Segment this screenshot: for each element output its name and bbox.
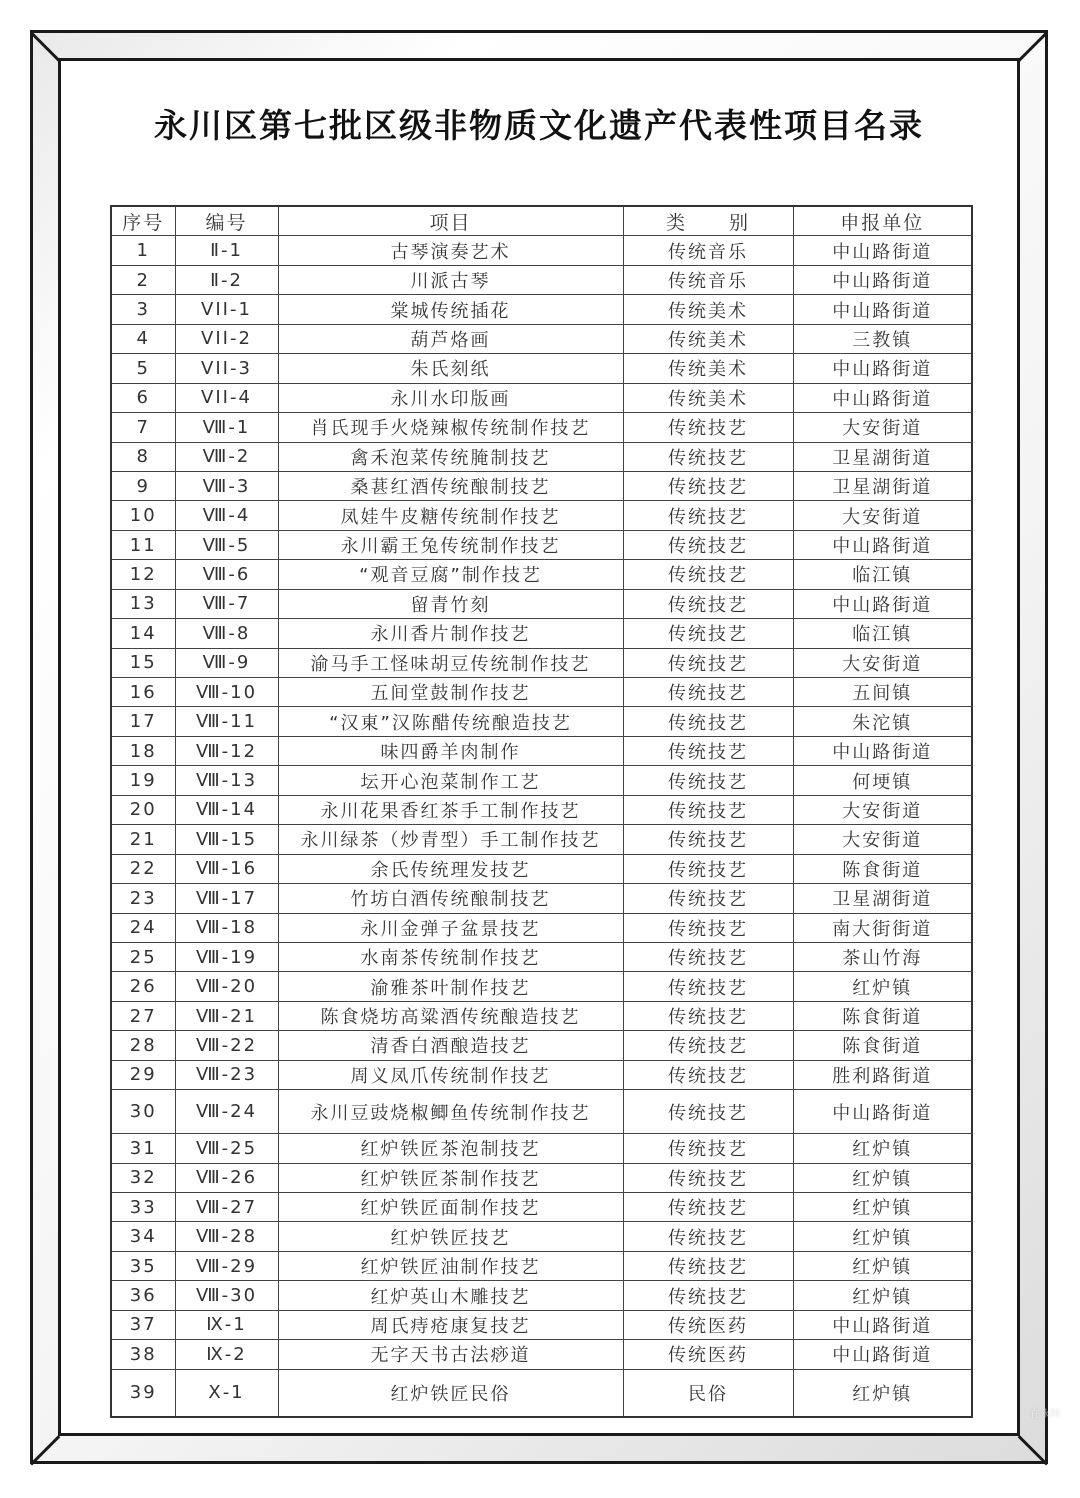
cell-category: 传统美术: [623, 324, 793, 353]
cell-code: VII-2: [175, 324, 278, 353]
cell-serial: 18: [111, 736, 175, 765]
cell-project: 五间堂鼓制作技艺: [278, 678, 623, 707]
header-serial: 序号: [111, 206, 175, 236]
table-row: [111, 354, 972, 383]
cell-applicant: 红炉镇: [793, 972, 972, 1001]
table-row: [111, 648, 972, 677]
table-body: [111, 236, 972, 1417]
cell-applicant: 南大街街道: [793, 913, 972, 942]
cell-serial: 9: [111, 471, 175, 500]
cell-applicant: 五间镇: [793, 678, 972, 707]
cell-serial: 39: [111, 1369, 175, 1417]
cell-serial: 15: [111, 648, 175, 677]
cell-serial: 34: [111, 1222, 175, 1251]
table-row: [111, 1134, 972, 1163]
cell-applicant: 大安街道: [793, 795, 972, 824]
cell-project: 竹坊白酒传统酿制技艺: [278, 884, 623, 913]
header-code: 编号: [175, 206, 278, 236]
table-header-row: [111, 206, 972, 236]
table-row: [111, 265, 972, 294]
cell-serial: 6: [111, 383, 175, 412]
cell-applicant: 大安街道: [793, 501, 972, 530]
cell-applicant: 卫星湖街道: [793, 471, 972, 500]
cell-category: 传统技艺: [623, 736, 793, 765]
cell-code: Ⅷ-11: [175, 707, 278, 736]
cell-applicant: 红炉镇: [793, 1134, 972, 1163]
cell-code: Ⅷ-18: [175, 913, 278, 942]
table-row: [111, 1163, 972, 1192]
cell-category: 传统技艺: [623, 1031, 793, 1060]
cell-code: VII-1: [175, 295, 278, 324]
cell-project: 红炉铁匠民俗: [278, 1369, 623, 1417]
cell-serial: 8: [111, 442, 175, 471]
cell-applicant: 中山路街道: [793, 1340, 972, 1369]
table-row: [111, 501, 972, 530]
cell-category: 传统技艺: [623, 913, 793, 942]
table-row: [111, 1369, 972, 1417]
table-row: [111, 1251, 972, 1280]
cell-code: Ⅷ-29: [175, 1251, 278, 1280]
cell-category: 传统技艺: [623, 884, 793, 913]
cell-serial: 27: [111, 1001, 175, 1030]
cell-project: 味四爵羊肉制作: [278, 736, 623, 765]
cell-applicant: 中山路街道: [793, 736, 972, 765]
header-applicant: 申报单位: [793, 206, 972, 236]
cell-applicant: 红炉镇: [793, 1369, 972, 1417]
cell-category: 传统音乐: [623, 236, 793, 265]
cell-category: 传统技艺: [623, 972, 793, 1001]
cell-applicant: 何埂镇: [793, 766, 972, 795]
cell-code: Ⅷ-5: [175, 530, 278, 559]
cell-applicant: 胜利路街道: [793, 1060, 972, 1089]
cell-code: VII-3: [175, 354, 278, 383]
cell-code: Ⅷ-14: [175, 795, 278, 824]
cell-code: Ⅷ-27: [175, 1193, 278, 1222]
table-row: [111, 589, 972, 618]
cell-category: 传统技艺: [623, 766, 793, 795]
cell-category: 传统技艺: [623, 619, 793, 648]
cell-category: 传统医药: [623, 1310, 793, 1339]
table-row: [111, 678, 972, 707]
table-row: [111, 471, 972, 500]
cell-project: 留青竹刻: [278, 589, 623, 618]
cell-category: 传统美术: [623, 295, 793, 324]
table-row: [111, 1060, 972, 1089]
cell-category: 传统技艺: [623, 413, 793, 442]
cell-project: 永川水印版画: [278, 383, 623, 412]
cell-project: 川派古琴: [278, 265, 623, 294]
cell-applicant: 陈食街道: [793, 1001, 972, 1030]
cell-code: Ⅷ-24: [175, 1090, 278, 1134]
cell-category: 传统技艺: [623, 795, 793, 824]
cell-project: 陈食烧坊高粱酒传统酿造技艺: [278, 1001, 623, 1030]
cell-category: 传统医药: [623, 1340, 793, 1369]
header-category: 类 别: [623, 206, 793, 236]
cell-serial: 12: [111, 560, 175, 589]
table-row: [111, 619, 972, 648]
cell-serial: 1: [111, 236, 175, 265]
cell-applicant: 红炉镇: [793, 1281, 972, 1310]
cell-serial: 30: [111, 1090, 175, 1134]
cell-applicant: 临江镇: [793, 560, 972, 589]
cell-project: “汉東”汉陈醋传统酿造技艺: [278, 707, 623, 736]
cell-code: Ⅷ-7: [175, 589, 278, 618]
cell-applicant: 临江镇: [793, 619, 972, 648]
cell-category: 传统技艺: [623, 589, 793, 618]
table-row: [111, 442, 972, 471]
cell-applicant: 中山路街道: [793, 1310, 972, 1339]
cell-serial: 31: [111, 1134, 175, 1163]
cell-project: 坛开心泡菜制作工艺: [278, 766, 623, 795]
table-row: [111, 1090, 972, 1134]
cell-serial: 17: [111, 707, 175, 736]
cell-code: Ⅱ-2: [175, 265, 278, 294]
cell-project: “观音豆腐”制作技艺: [278, 560, 623, 589]
table-row: [111, 884, 972, 913]
cell-serial: 33: [111, 1193, 175, 1222]
cell-applicant: 中山路街道: [793, 1090, 972, 1134]
table-row: [111, 1222, 972, 1251]
table-row: [111, 413, 972, 442]
cell-project: 永川金弹子盆景技艺: [278, 913, 623, 942]
cell-serial: 20: [111, 795, 175, 824]
cell-serial: 4: [111, 324, 175, 353]
cell-code: Ⅷ-13: [175, 766, 278, 795]
cell-project: 余氏传统理发技艺: [278, 854, 623, 883]
cell-code: Ⅷ-22: [175, 1031, 278, 1060]
cell-applicant: 朱沱镇: [793, 707, 972, 736]
cell-serial: 7: [111, 413, 175, 442]
table-row: [111, 1193, 972, 1222]
cell-project: 葫芦烙画: [278, 324, 623, 353]
cell-code: Ⅷ-10: [175, 678, 278, 707]
table-row: [111, 236, 972, 265]
cell-applicant: 中山路街道: [793, 383, 972, 412]
cell-applicant: 中山路街道: [793, 265, 972, 294]
cell-applicant: 红炉镇: [793, 1163, 972, 1192]
cell-project: 红炉铁匠油制作技艺: [278, 1251, 623, 1280]
cell-project: 红炉铁匠茶泡制技艺: [278, 1134, 623, 1163]
cell-category: 传统技艺: [623, 442, 793, 471]
cell-category: 传统技艺: [623, 1134, 793, 1163]
cell-code: Ⅷ-12: [175, 736, 278, 765]
cell-code: VII-4: [175, 383, 278, 412]
cell-project: 永川绿茶（炒青型）手工制作技艺: [278, 825, 623, 854]
table-row: [111, 795, 972, 824]
cell-serial: 21: [111, 825, 175, 854]
table-row: [111, 1340, 972, 1369]
cell-code: Ⅷ-19: [175, 942, 278, 971]
cell-serial: 29: [111, 1060, 175, 1089]
cell-category: 传统技艺: [623, 471, 793, 500]
cell-code: Ⅱ-1: [175, 236, 278, 265]
cell-applicant: 大安街道: [793, 413, 972, 442]
cell-project: 永川香片制作技艺: [278, 619, 623, 648]
cell-project: 渝马手工怪味胡豆传统制作技艺: [278, 648, 623, 677]
cell-project: 古琴演奏艺术: [278, 236, 623, 265]
cell-applicant: 大安街道: [793, 825, 972, 854]
cell-serial: 11: [111, 530, 175, 559]
table-row: [111, 972, 972, 1001]
cell-code: Ⅸ-1: [175, 1310, 278, 1339]
cell-serial: 25: [111, 942, 175, 971]
cell-project: 水南茶传统制作技艺: [278, 942, 623, 971]
cell-serial: 24: [111, 913, 175, 942]
table-row: [111, 913, 972, 942]
cell-serial: 26: [111, 972, 175, 1001]
cell-category: 传统技艺: [623, 1060, 793, 1089]
cell-code: Ⅹ-1: [175, 1369, 278, 1417]
cell-project: 红炉铁匠面制作技艺: [278, 1193, 623, 1222]
cell-code: Ⅷ-1: [175, 413, 278, 442]
table-row: [111, 1281, 972, 1310]
cell-project: 桑葚红酒传统酿制技艺: [278, 471, 623, 500]
cell-serial: 28: [111, 1031, 175, 1060]
table-row: [111, 1310, 972, 1339]
cell-serial: 14: [111, 619, 175, 648]
cell-project: 永川花果香红茶手工制作技艺: [278, 795, 623, 824]
cell-category: 传统技艺: [623, 707, 793, 736]
cell-project: 无字天书古法痧道: [278, 1340, 623, 1369]
cell-category: 传统技艺: [623, 560, 793, 589]
cell-code: Ⅷ-2: [175, 442, 278, 471]
cell-code: Ⅷ-17: [175, 884, 278, 913]
cell-applicant: 卫星湖街道: [793, 442, 972, 471]
cell-category: 传统技艺: [623, 1090, 793, 1134]
table-row: [111, 736, 972, 765]
cell-code: Ⅸ-2: [175, 1340, 278, 1369]
cell-code: Ⅷ-8: [175, 619, 278, 648]
table-row: [111, 1001, 972, 1030]
cell-code: Ⅷ-30: [175, 1281, 278, 1310]
table-row: [111, 942, 972, 971]
cell-project: 肖氏现手火烧辣椒传统制作技艺: [278, 413, 623, 442]
cell-serial: 10: [111, 501, 175, 530]
cell-category: 传统技艺: [623, 825, 793, 854]
cell-category: 传统技艺: [623, 1222, 793, 1251]
cell-applicant: 陈食街道: [793, 1031, 972, 1060]
cell-serial: 37: [111, 1310, 175, 1339]
cell-serial: 16: [111, 678, 175, 707]
cell-applicant: 红炉镇: [793, 1193, 972, 1222]
heritage-registry-table: [110, 205, 973, 1418]
cell-applicant: 中山路街道: [793, 589, 972, 618]
table-row: [111, 383, 972, 412]
cell-project: 周氏痔疮康复技艺: [278, 1310, 623, 1339]
cell-category: 传统技艺: [623, 1163, 793, 1192]
cell-code: Ⅷ-26: [175, 1163, 278, 1192]
cell-category: 传统技艺: [623, 1001, 793, 1030]
cell-category: 传统技艺: [623, 648, 793, 677]
cell-applicant: 茶山竹海: [793, 942, 972, 971]
cell-applicant: 中山路街道: [793, 236, 972, 265]
cell-project: 凤娃牛皮糖传统制作技艺: [278, 501, 623, 530]
cell-category: 传统技艺: [623, 1251, 793, 1280]
cell-applicant: 三教镇: [793, 324, 972, 353]
cell-category: 传统技艺: [623, 1193, 793, 1222]
cell-serial: 23: [111, 884, 175, 913]
table-row: [111, 854, 972, 883]
cell-project: 朱氏刻纸: [278, 354, 623, 383]
cell-serial: 2: [111, 265, 175, 294]
cell-serial: 13: [111, 589, 175, 618]
cell-code: Ⅷ-6: [175, 560, 278, 589]
cell-code: Ⅷ-9: [175, 648, 278, 677]
table-row: [111, 766, 972, 795]
cell-applicant: 中山路街道: [793, 530, 972, 559]
cell-category: 传统技艺: [623, 501, 793, 530]
cell-project: 禽禾泡菜传统腌制技艺: [278, 442, 623, 471]
table-row: [111, 1031, 972, 1060]
cell-serial: 3: [111, 295, 175, 324]
cell-code: Ⅷ-21: [175, 1001, 278, 1030]
document-title: 永川区第七批区级非物质文化遗产代表性项目名录: [154, 106, 924, 145]
table-row: [111, 825, 972, 854]
cell-code: Ⅷ-16: [175, 854, 278, 883]
cell-serial: 22: [111, 854, 175, 883]
table-row: [111, 560, 972, 589]
cell-project: 红炉铁匠茶制作技艺: [278, 1163, 623, 1192]
cell-category: 传统音乐: [623, 265, 793, 294]
cell-applicant: 中山路街道: [793, 295, 972, 324]
cell-serial: 35: [111, 1251, 175, 1280]
cell-serial: 19: [111, 766, 175, 795]
cell-project: 棠城传统插花: [278, 295, 623, 324]
cell-applicant: 中山路街道: [793, 354, 972, 383]
cell-code: Ⅷ-15: [175, 825, 278, 854]
cell-applicant: 红炉镇: [793, 1251, 972, 1280]
cell-project: 渝雅茶叶制作技艺: [278, 972, 623, 1001]
cell-project: 清香白酒酿造技艺: [278, 1031, 623, 1060]
cell-category: 传统技艺: [623, 942, 793, 971]
cell-code: Ⅷ-20: [175, 972, 278, 1001]
cell-code: Ⅷ-28: [175, 1222, 278, 1251]
table-row: [111, 324, 972, 353]
watermark-text: 在永川: [1030, 1409, 1060, 1420]
cell-category: 传统技艺: [623, 854, 793, 883]
cell-category: 传统美术: [623, 354, 793, 383]
cell-project: 永川霸王兔传统制作技艺: [278, 530, 623, 559]
cell-category: 传统美术: [623, 383, 793, 412]
cell-applicant: 红炉镇: [793, 1222, 972, 1251]
cell-code: Ⅷ-25: [175, 1134, 278, 1163]
cell-code: Ⅷ-3: [175, 471, 278, 500]
cell-applicant: 陈食街道: [793, 854, 972, 883]
cell-category: 传统技艺: [623, 1281, 793, 1310]
cell-serial: 32: [111, 1163, 175, 1192]
cell-serial: 36: [111, 1281, 175, 1310]
cell-applicant: 大安街道: [793, 648, 972, 677]
cell-project: 红炉铁匠技艺: [278, 1222, 623, 1251]
cell-project: 周义凤爪传统制作技艺: [278, 1060, 623, 1089]
cell-category: 传统技艺: [623, 678, 793, 707]
cell-category: 传统技艺: [623, 530, 793, 559]
table-row: [111, 707, 972, 736]
cell-project: 永川豆豉烧椒鲫鱼传统制作技艺: [278, 1090, 623, 1134]
cell-serial: 38: [111, 1340, 175, 1369]
cell-code: Ⅷ-4: [175, 501, 278, 530]
cell-category: 民俗: [623, 1369, 793, 1417]
cell-project: 红炉英山木雕技艺: [278, 1281, 623, 1310]
header-project: 项目: [278, 206, 623, 236]
cell-serial: 5: [111, 354, 175, 383]
table-row: [111, 295, 972, 324]
cell-applicant: 卫星湖街道: [793, 884, 972, 913]
cell-code: Ⅷ-23: [175, 1060, 278, 1089]
table-row: [111, 530, 972, 559]
